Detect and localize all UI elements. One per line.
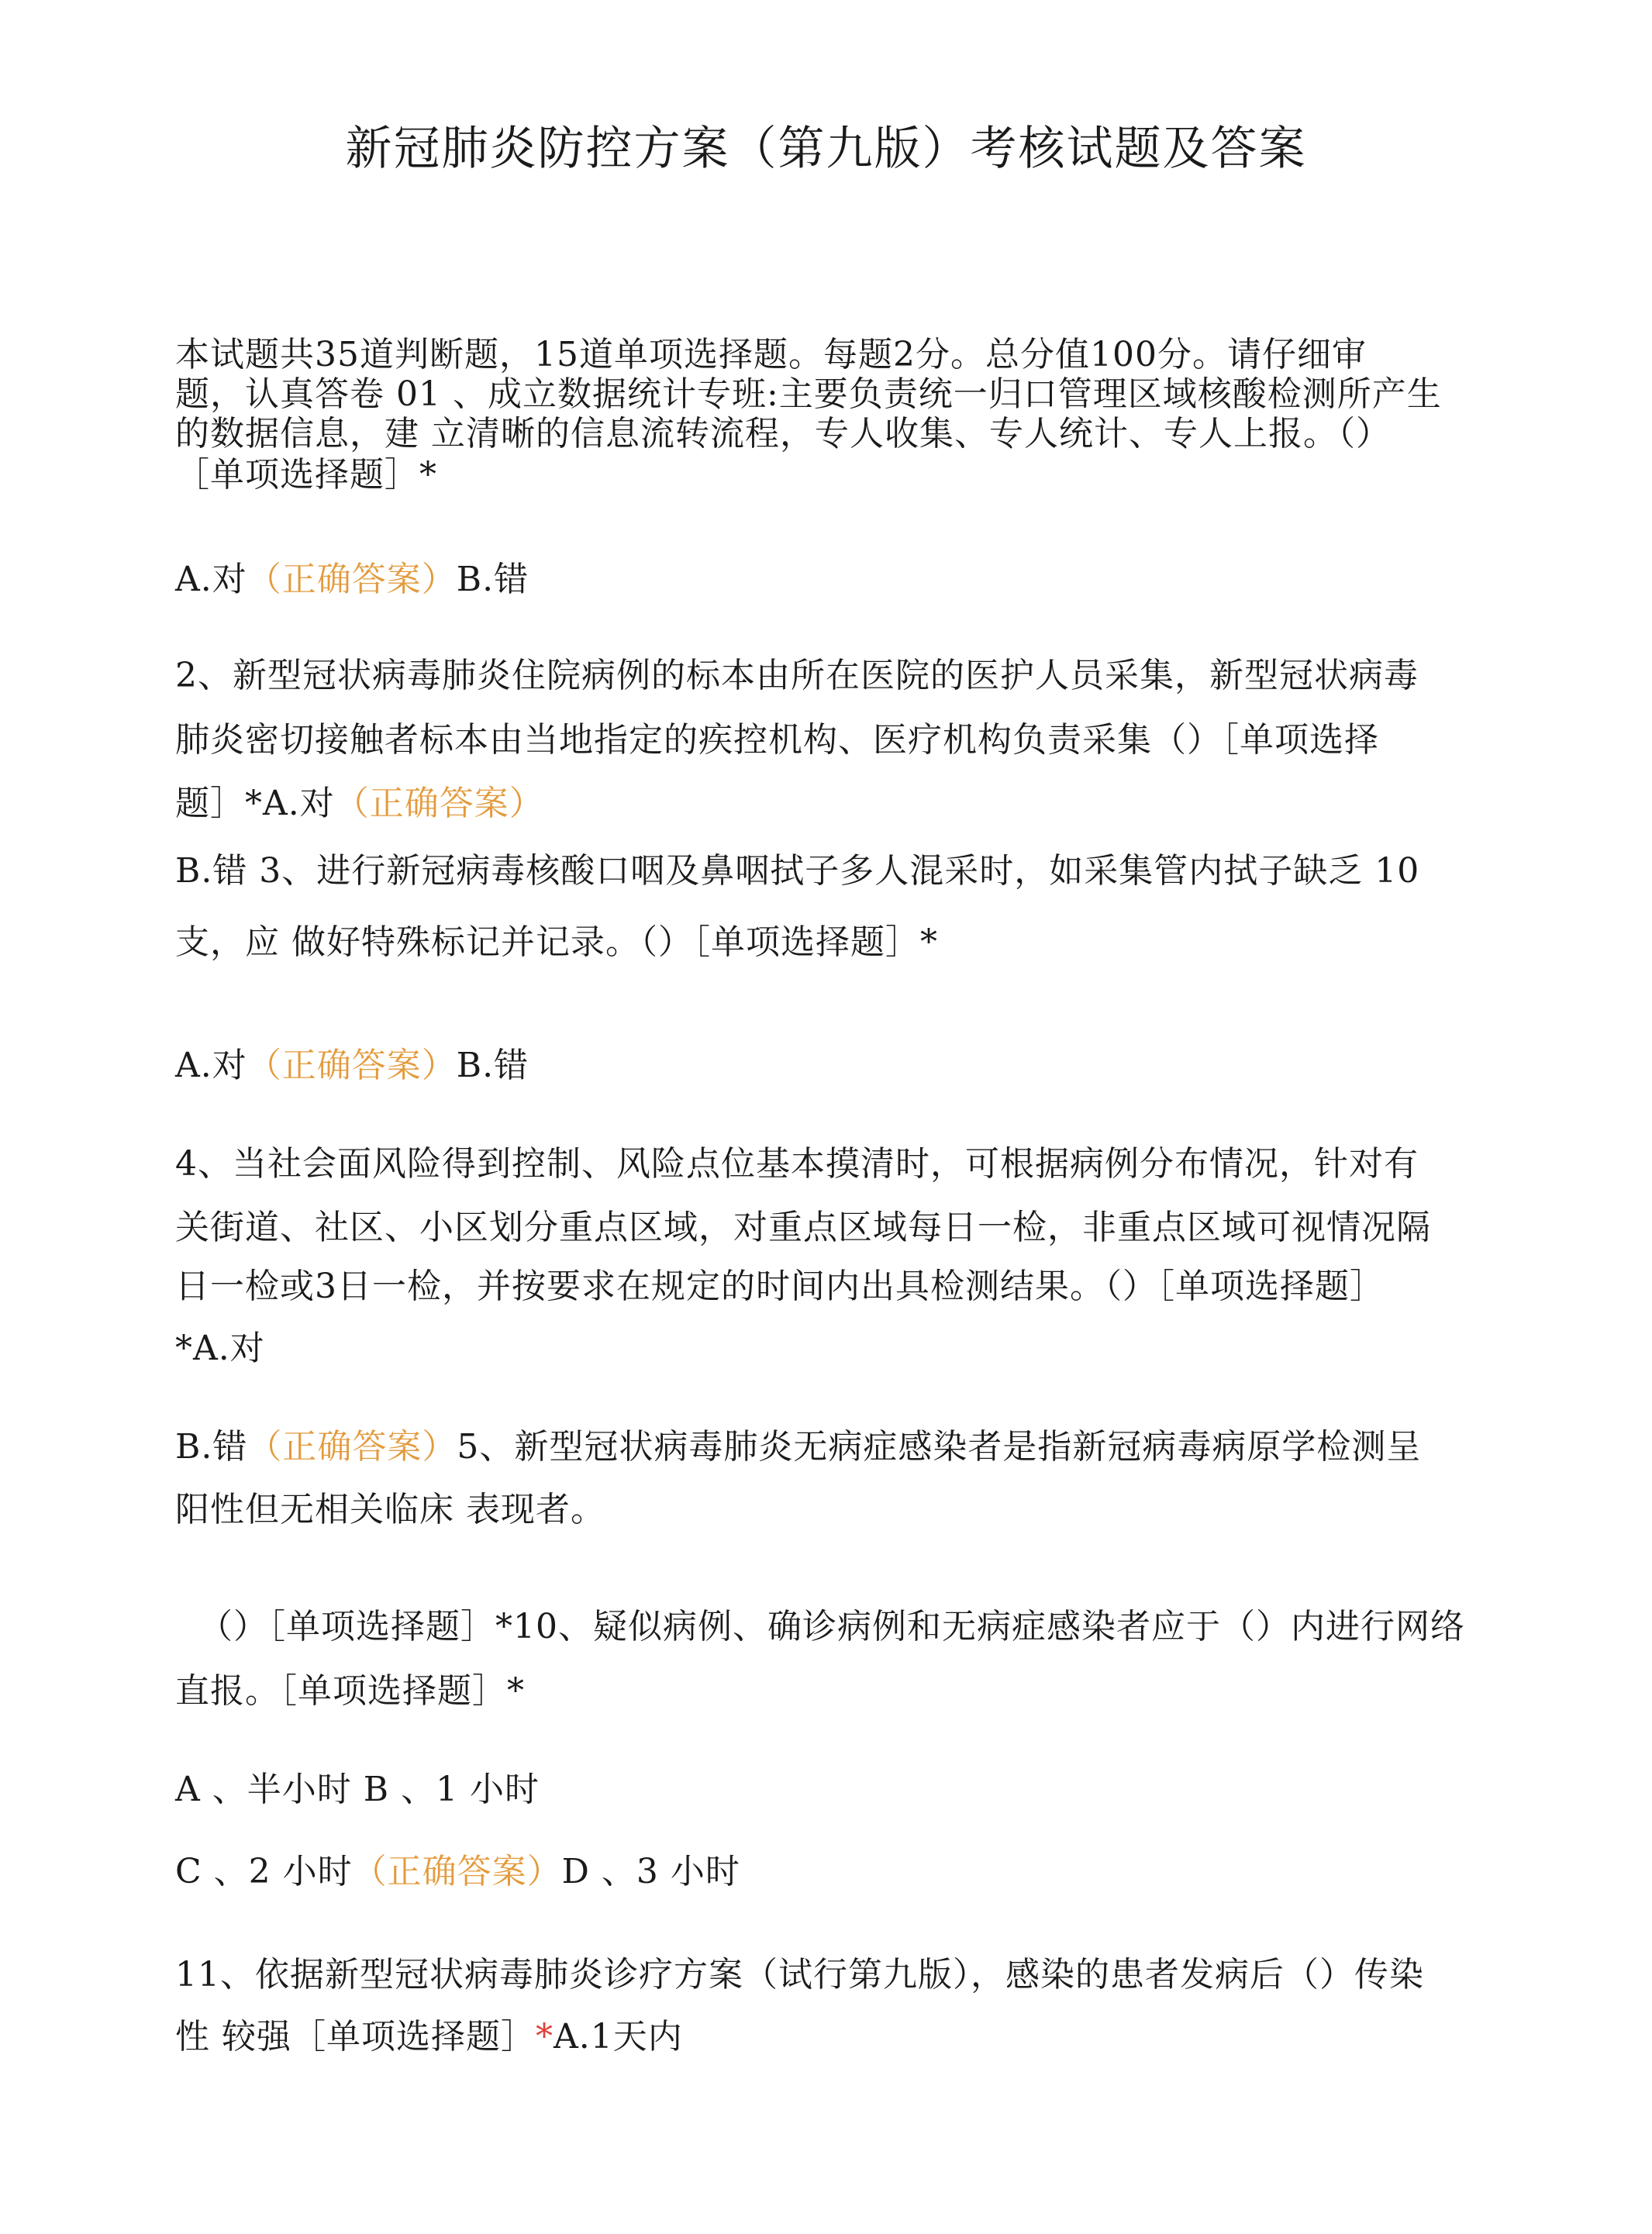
q4-option-b: B.错 bbox=[175, 1427, 248, 1467]
q2-correct-answer-tag: （正确答案） bbox=[334, 784, 544, 823]
q1-option-a: A.对 bbox=[175, 560, 247, 599]
q10-option-d: D 、3 小时 bbox=[561, 1852, 740, 1891]
q11-line-2 bbox=[175, 2014, 683, 2060]
intro-line-3: 的数据信息，建 立清晰的信息流转流程，专人收集、专人统计、专人上报。（） bbox=[175, 414, 1391, 453]
q10-line-1: （）［单项选择题］*10、疑似病例、确诊病例和无病症感染者应于（）内进行网络 bbox=[198, 1607, 1465, 1646]
q11-line-1: 11、依据新型冠状病毒肺炎诊疗方案（试行第九版），感染的患者发病后（）传染 bbox=[175, 1955, 1424, 1994]
q2-line-3 bbox=[175, 781, 544, 827]
q10-option-c: C 、2 小时 bbox=[175, 1852, 353, 1891]
q2-option-a: 题］*A.对 bbox=[175, 784, 335, 823]
q2-line-2: 肺炎密切接触者标本由当地指定的疾控机构、医疗机构负责采集（）［单项选择 bbox=[175, 720, 1379, 760]
intro-line-1: 本试题共35道判断题，15道单项选择题。每题2分。总分值100分。请仔细审 bbox=[175, 335, 1367, 374]
q10-options-cd bbox=[175, 1849, 740, 1895]
q10-line-2: 直报。［单项选择题］* bbox=[175, 1671, 525, 1711]
q3-line-2: 支，应 做好特殊标记并记录。（）［单项选择题］* bbox=[175, 922, 938, 962]
q5-text: 5、新型冠状病毒肺炎无病症感染者是指新冠病毒病原学检测呈 bbox=[457, 1427, 1422, 1467]
q3-option-b: B.错 bbox=[456, 1046, 529, 1085]
q4-line-1: 4、当社会面风险得到控制、风险点位基本摸清时，可根据病例分布情况，针对有 bbox=[175, 1144, 1419, 1184]
q3-option-a: A.对 bbox=[175, 1046, 247, 1085]
q10-correct-answer-tag: （正确答案） bbox=[352, 1852, 562, 1891]
q11-required-star: * bbox=[536, 2017, 554, 2056]
q1-correct-answer-tag: （正确答案） bbox=[247, 560, 457, 599]
q1-options bbox=[175, 557, 529, 603]
q3-line-1: B.错 3、进行新冠病毒核酸口咽及鼻咽拭子多人混采时，如采集管内拭子缺乏 10 bbox=[175, 851, 1420, 891]
q4-line-2: 关街道、社区、小区划分重点区域，对重点区域每日一检，非重点区域可视情况隔 bbox=[175, 1208, 1431, 1247]
q4-line-4: *A.对 bbox=[175, 1329, 265, 1368]
q11-text: 性 较强［单项选择题］ bbox=[175, 2017, 536, 2056]
q10-options-ab: A 、半小时 B 、1 小时 bbox=[175, 1770, 540, 1809]
page-title: 新冠肺炎防控方案（第九版）考核试题及答案 bbox=[345, 122, 1307, 176]
q4-line-3: 日一检或3日一检，并按要求在规定的时间内出具检测结果。（）［单项选择题］ bbox=[175, 1267, 1385, 1306]
q11-option-a: A.1天内 bbox=[554, 2017, 683, 2056]
q3-correct-answer-tag: （正确答案） bbox=[247, 1046, 457, 1085]
intro-line-2: 题，认真答卷 01 、成立数据统计专班:主要负责统一归口管理区域核酸检测所产生 bbox=[175, 374, 1442, 414]
q1-option-b: B.错 bbox=[456, 560, 529, 599]
q5-line-1 bbox=[175, 1424, 1421, 1470]
q4-correct-answer-tag: （正确答案） bbox=[247, 1427, 457, 1467]
q3-options bbox=[175, 1043, 529, 1089]
q5-line-2: 阳性但无相关临床 表现者。 bbox=[175, 1490, 605, 1529]
q2-line-1: 2、新型冠状病毒肺炎住院病例的标本由所在医院的医护人员采集，新型冠状病毒 bbox=[175, 656, 1419, 695]
intro-line-4: ［单项选择题］* bbox=[175, 455, 437, 495]
